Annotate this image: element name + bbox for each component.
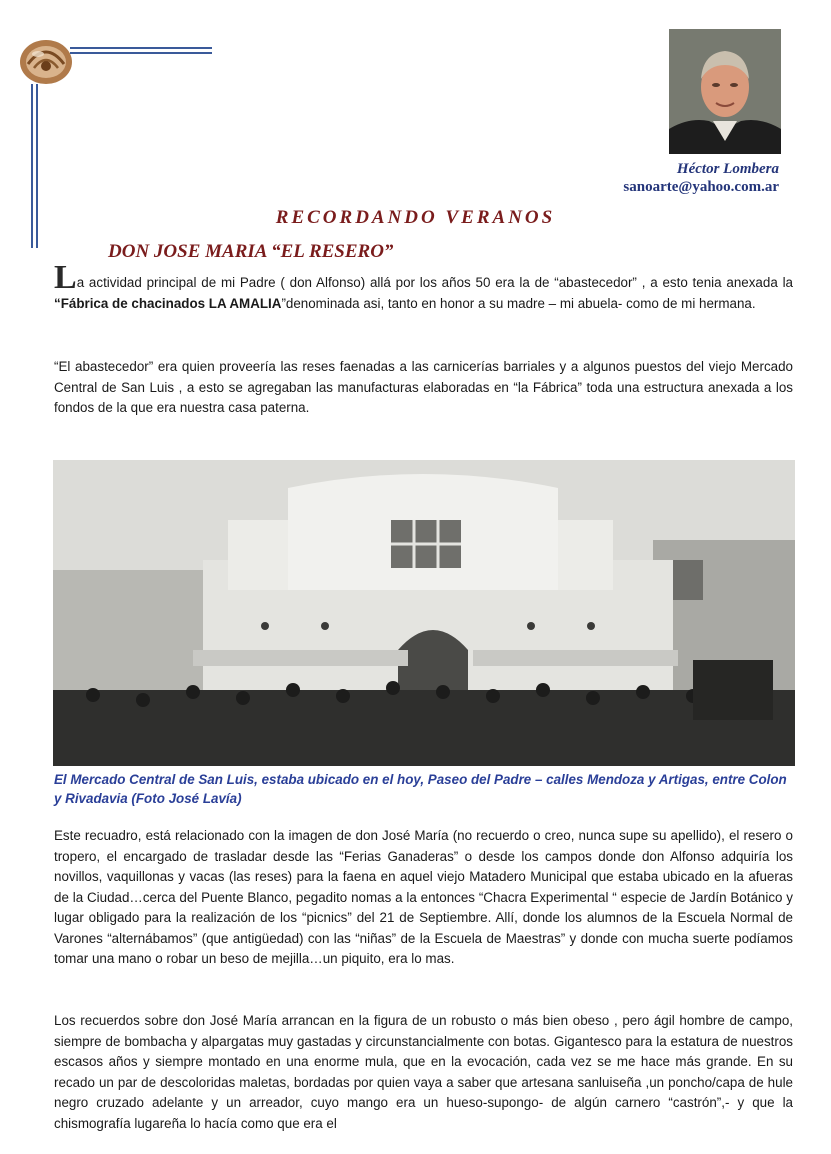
intro-text-2: ”denominada asi, tanto en honor a su madre – mi abuela- como de mi hermana.: [281, 295, 756, 311]
article-title: RECORDANDO VERANOS: [275, 207, 556, 228]
intro-text-1: a actividad principal de mi Padre ( don Alfonso) allá por los años 50 era la de “abastecedor” , a esto tenia anexada la: [76, 275, 793, 290]
author-block: [623, 160, 779, 196]
author-email[interactable]: sanoarte@yahoo.com.ar: [623, 179, 779, 195]
paragraph-2: “El abastecedor” era quien proveería las reses faenadas a las carnicerías barriales y a algunos puestos del viejo Mercado Central de San Luis , a esto se agregaban las manufacturas elaboradas en “la Fábrica” toda una estructura anexada a los fondos de la que era nuestra casa paterna.: [54, 359, 793, 415]
drop-cap: L: [54, 259, 77, 296]
author-photo: [669, 29, 781, 154]
article-subtitle: DON JOSE MARIA “EL RESERO”: [108, 241, 394, 262]
shell-ornament-icon: [16, 34, 76, 88]
intro-bold: “Fábrica de chacinados LA AMALIA: [54, 295, 282, 311]
top-rule-2: [70, 52, 212, 54]
paragraph-3: Este recuadro, está relacionado con la imagen de don José María (no recuerdo o creo, nunca supe su apellido), el resero o tropero, el encargado de trasladar desde las “Ferias Ganaderas” o desde los campos donde don Alfonso adquiría los novillos, vaquillonas y vacas (las reses) para la faena en aquel viejo Matadero Municipal que estaba ubicado en la afueras de la Ciudad…cerca del Puente Blanco, pegadito nomas a la entonces “Chacra Experimental “ especie de Jardín Botánico y lugar obligado para la realización de los “picnics” del 21 de Septiembre. Allí, donde los alumnos de la Escuela Normal de Varones “alternábamos” (que antigüedad) con las “niñas” de la Escuela de Maestras” y donde con mucha suerte podíamos tomar una mano o robar un beso de mejilla…un piquito, era lo mas.: [54, 828, 793, 966]
market-photo-illustration: [53, 460, 795, 766]
intro-paragraph: [54, 259, 793, 314]
author-portrait-icon: [669, 29, 781, 154]
photo-caption: El Mercado Central de San Luis, estaba ubicado en el hoy, Paseo del Padre – calles Mendoza y Artigas, entre Colon y Rivadavia (Foto José Lavía): [54, 772, 787, 806]
top-rule-1: [70, 47, 212, 49]
author-name: Héctor Lombera: [676, 161, 779, 177]
market-photo: [53, 460, 795, 766]
paragraph-4: Los recuerdos sobre don José María arrancan en la figura de un robusto o más bien obeso , pero ágil hombre de campo, siempre de bombacha y alpargatas muy gastadas y circunstancialmente con botas. Gigantesco para la estatura de nuestros escasos años y siempre montado en una enorme mula, que en la evocación, cada vez se me hace más grande. En su recado un par de descoloridas maletas, bordadas por quien vaya a saber que artesana sanluiseña ,un poncho/capa de hule negro cruzado adelante y un arreador, cuyo mango era un hueso-supongo- de algún carnero “castrón”,- y que la chismografía lugareña lo hacía como que era el: [54, 1013, 793, 1131]
